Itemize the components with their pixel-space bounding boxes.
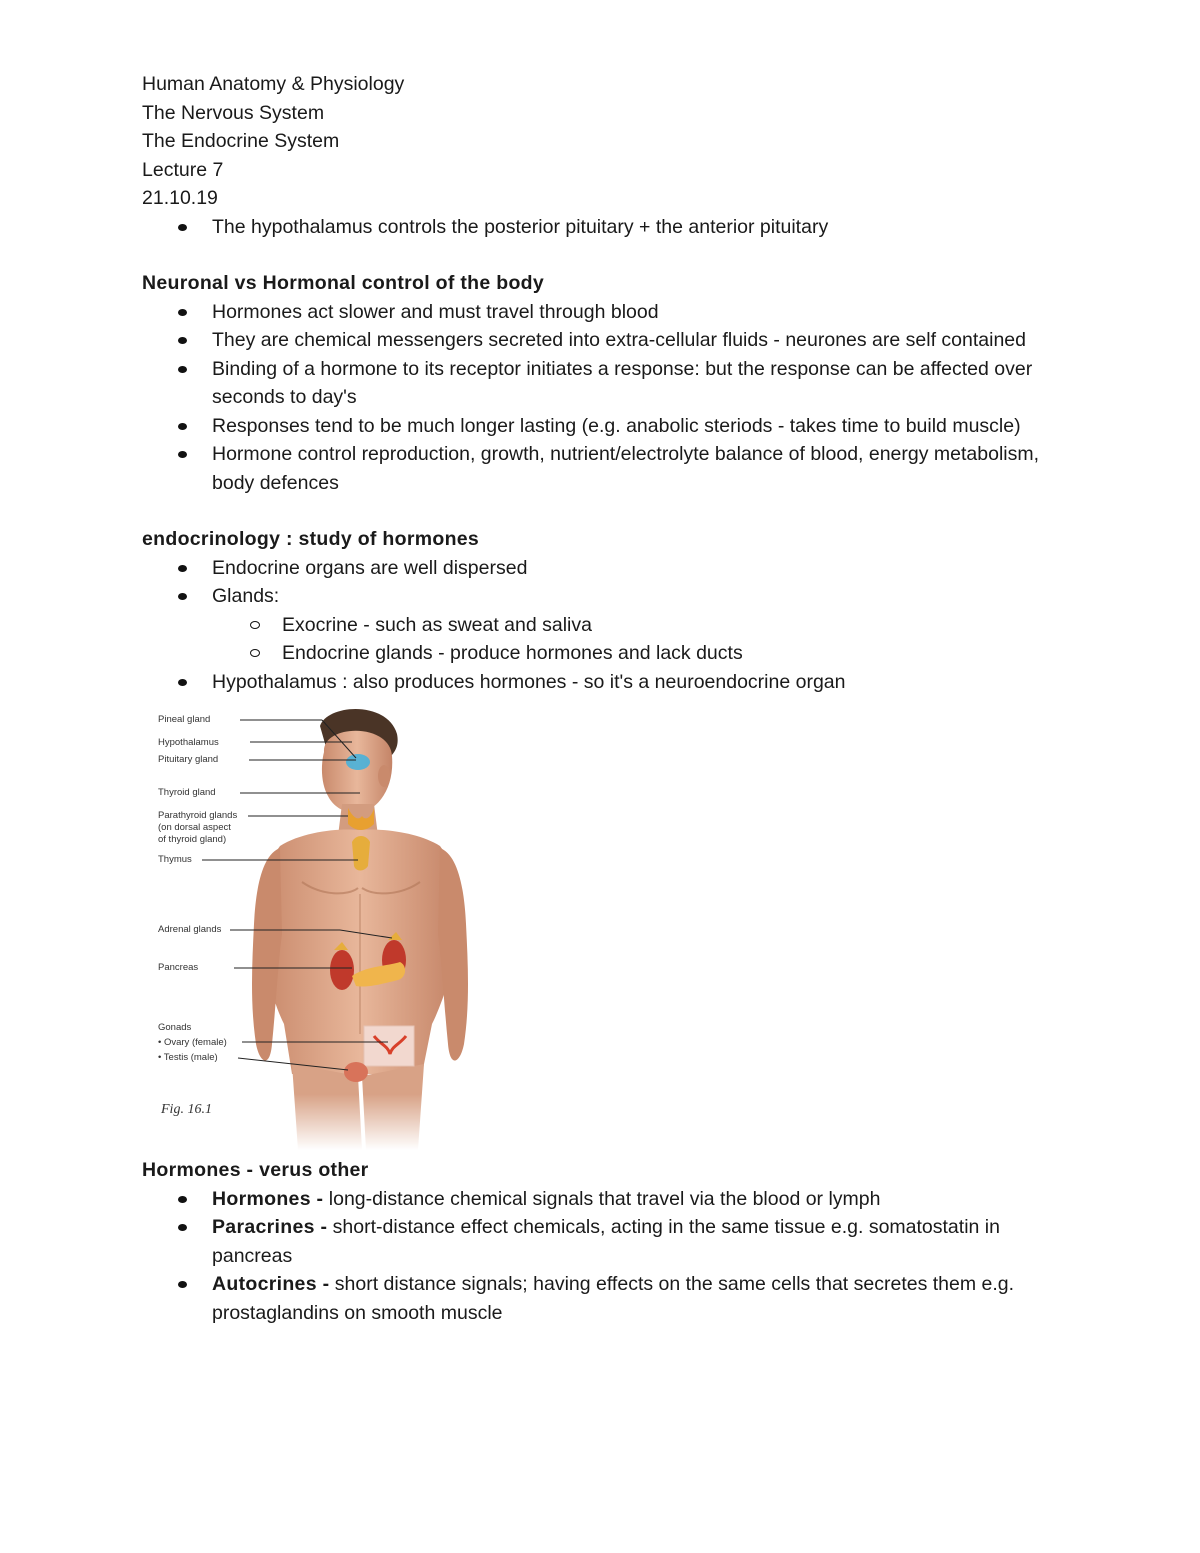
kidney-left: [330, 950, 354, 990]
lecture-number: Lecture 7: [142, 158, 224, 181]
label-gonads: Gonads: [158, 1022, 192, 1033]
sublist-item: Exocrine - such as sweat and saliva: [282, 611, 1072, 640]
list-item-label: Glands:: [212, 585, 280, 607]
label-testis: • Testis (male): [158, 1052, 218, 1063]
label-pancreas: Pancreas: [158, 962, 199, 973]
list-item: Hormone control reproduction, growth, nutrient/electrolyte balance of blood, energy metabolism, body defences: [212, 440, 1072, 497]
endocrine-organs-figure: [152, 704, 482, 1150]
thymus: [352, 836, 370, 871]
figure-caption: Fig. 16.1: [161, 1102, 212, 1117]
topic-endocrine: The Endocrine System: [142, 130, 340, 152]
list-item: The hypothalamus controls the posterior pituitary + the anterior pituitary: [212, 213, 1072, 242]
document-page: [142, 70, 1072, 1327]
topic-nervous: The Nervous System: [142, 101, 325, 124]
label-pineal-gland: Pineal gland: [158, 714, 211, 725]
section-heading-endocrinology: endocrinology : study of hormones: [142, 528, 480, 550]
label-thymus: Thymus: [158, 854, 192, 865]
course-title: Human Anatomy & Physiology: [142, 73, 405, 95]
list-item: [212, 1270, 1072, 1327]
list-item: Endocrine organs are well dispersed: [212, 554, 1072, 583]
term-definition: short-distance effect chemicals, acting in the same tissue e.g. somatostatin in pancreas: [212, 1216, 1000, 1267]
label-parathyroid-note-1: (on dorsal aspect: [158, 822, 231, 833]
label-thyroid-gland: Thyroid gland: [158, 787, 216, 798]
list-item: [212, 582, 1072, 668]
label-pituitary-gland: Pituitary gland: [158, 754, 219, 765]
section1-list: [142, 298, 1072, 498]
list-item: [212, 1213, 1072, 1270]
label-adrenal-glands: Adrenal glands: [158, 924, 222, 935]
section-heading-hormones-versus-other: Hormones - verus other: [142, 1159, 369, 1181]
term-definition: long-distance chemical signals that travel via the blood or lymph: [323, 1187, 881, 1210]
intro-list: [142, 213, 1072, 242]
term-paracrines: Paracrines -: [212, 1216, 328, 1238]
female-pelvis-inset: [364, 1026, 414, 1066]
list-item: They are chemical messengers secreted into extra-cellular fluids - neurones are self contained: [212, 326, 1072, 355]
section3-list: [142, 1185, 1072, 1328]
right-arm: [438, 848, 468, 1061]
term-definition: short distance signals; having effects on the same cells that secretes them e.g. prostaglandins on smooth muscle: [212, 1273, 1015, 1324]
list-item: Hormones act slower and must travel through blood: [212, 298, 1072, 327]
ear: [378, 765, 390, 787]
list-item: [212, 1185, 1072, 1214]
brain-glands: [346, 754, 370, 770]
sublist: [212, 611, 1072, 668]
left-arm: [252, 848, 282, 1061]
section2-list: [142, 554, 1072, 697]
label-ovary: • Ovary (female): [158, 1037, 227, 1048]
list-item: Hypothalamus : also produces hormones - so it's a neuroendocrine organ: [212, 668, 1072, 697]
label-parathyroid-note-2: of thyroid gland): [158, 834, 227, 845]
list-item: Responses tend to be much longer lasting (e.g. anabolic steriods - takes time to build muscle): [212, 412, 1072, 441]
testis: [344, 1062, 368, 1082]
label-hypothalamus: Hypothalamus: [158, 737, 219, 748]
section-heading-neuronal-vs-hormonal: Neuronal vs Hormonal control of the body: [142, 272, 545, 294]
lecture-date: 21.10.19: [142, 187, 218, 209]
sublist-item: Endocrine glands - produce hormones and lack ducts: [282, 639, 1072, 668]
term-autocrines: Autocrines -: [212, 1273, 330, 1295]
term-hormones: Hormones -: [212, 1187, 324, 1210]
list-item: Binding of a hormone to its receptor initiates a response: but the response can be affected over seconds to day's: [212, 355, 1072, 412]
label-parathyroid-glands: Parathyroid glands: [158, 810, 238, 821]
